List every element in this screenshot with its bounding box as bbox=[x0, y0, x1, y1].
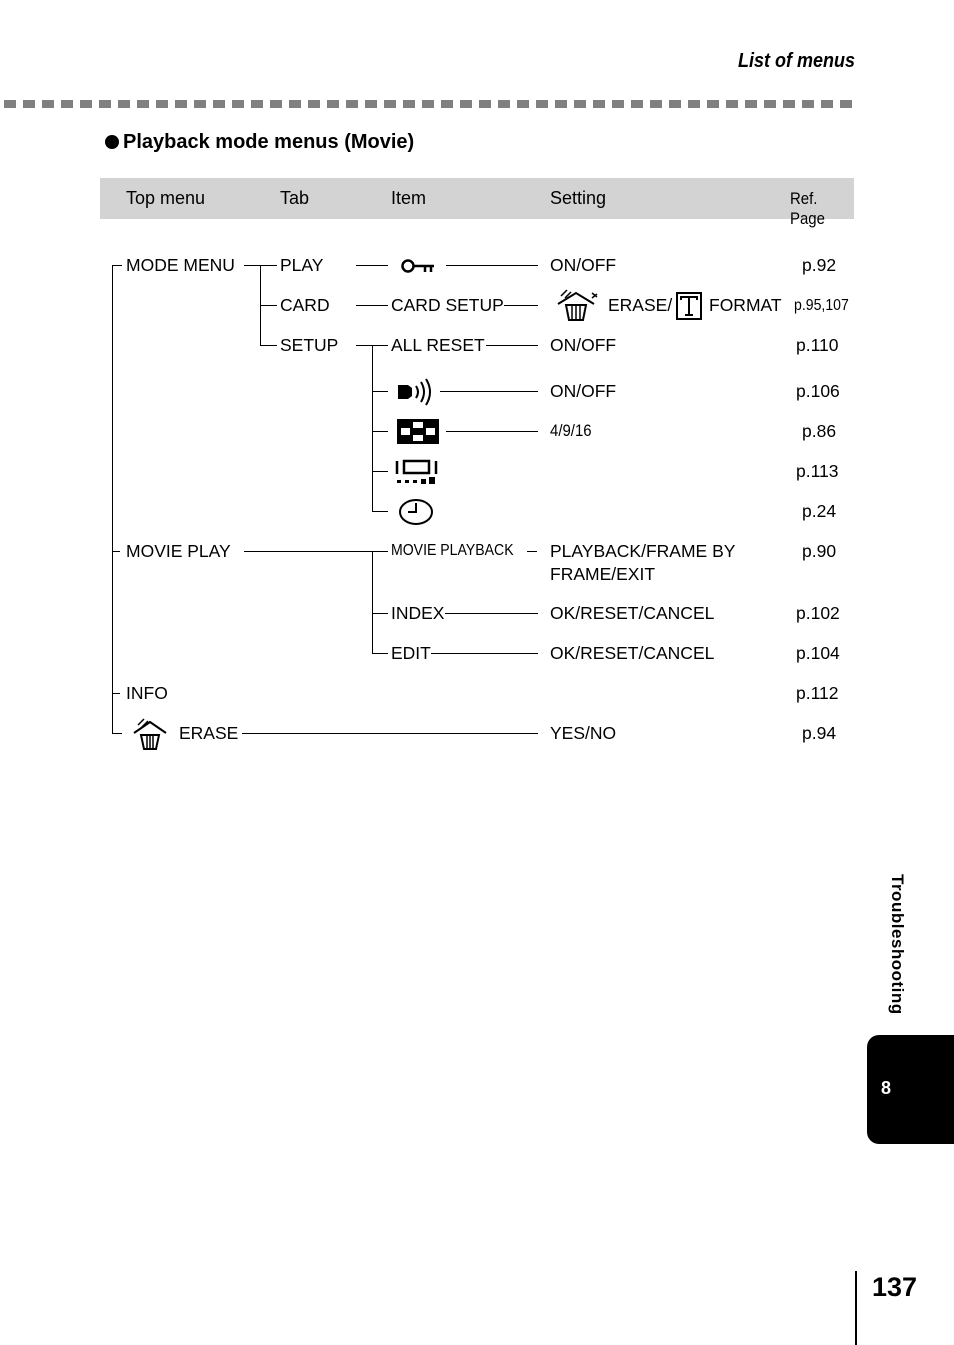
dash-segment bbox=[118, 100, 130, 108]
dash-segment bbox=[137, 100, 149, 108]
dash-segment bbox=[821, 100, 833, 108]
dash-segment bbox=[213, 100, 225, 108]
ref-card-setup: p.95,107 bbox=[794, 297, 849, 314]
item-index: INDEX bbox=[391, 603, 445, 623]
top-menu-erase: ERASE bbox=[179, 723, 239, 743]
item-card-setup: CARD SETUP bbox=[391, 295, 504, 315]
dash-segment bbox=[441, 100, 453, 108]
dash-segment bbox=[384, 100, 396, 108]
header-top-menu: Top menu bbox=[126, 188, 206, 208]
top-menu-info: INFO bbox=[126, 683, 168, 703]
dash-segment bbox=[688, 100, 700, 108]
header-ref-page: Ref. Page bbox=[790, 189, 825, 228]
dash-segment bbox=[840, 100, 852, 108]
item-edit: EDIT bbox=[391, 643, 431, 663]
dash-segment bbox=[802, 100, 814, 108]
dash-segment bbox=[23, 100, 35, 108]
setting-index-display: 4/9/16 bbox=[550, 421, 592, 440]
tab-card: CARD bbox=[280, 295, 330, 315]
setting-movie-playback-line2: FRAME/EXIT bbox=[550, 564, 656, 584]
tab-play: PLAY bbox=[280, 255, 324, 275]
dash-segment bbox=[650, 100, 662, 108]
setting-all-reset: ON/OFF bbox=[550, 335, 617, 355]
trash-erase-icon bbox=[132, 719, 168, 751]
dash-segment bbox=[745, 100, 757, 108]
ref-movie-playback: p.90 bbox=[802, 541, 837, 561]
dash-segment bbox=[612, 100, 624, 108]
section-title bbox=[105, 131, 414, 154]
dash-segment bbox=[194, 100, 206, 108]
dash-segment bbox=[156, 100, 168, 108]
dash-segment bbox=[555, 100, 567, 108]
dash-segment bbox=[308, 100, 320, 108]
dash-segment bbox=[4, 100, 16, 108]
dash-segment bbox=[783, 100, 795, 108]
dash-segment bbox=[403, 100, 415, 108]
dashed-divider bbox=[4, 100, 862, 108]
setting-card-erase: ERASE/ bbox=[608, 295, 673, 315]
ref-protect: p.92 bbox=[802, 255, 837, 275]
dash-segment bbox=[61, 100, 73, 108]
dash-segment bbox=[726, 100, 738, 108]
dash-segment bbox=[498, 100, 510, 108]
dash-segment bbox=[574, 100, 586, 108]
dash-segment bbox=[251, 100, 263, 108]
setting-play-protect: ON/OFF bbox=[550, 255, 617, 275]
monitor-brightness-icon bbox=[396, 459, 438, 485]
setting-beep: ON/OFF bbox=[550, 381, 617, 401]
ref-info: p.112 bbox=[796, 683, 839, 703]
dash-segment bbox=[80, 100, 92, 108]
card-erase-icon bbox=[556, 290, 600, 321]
tab-setup: SETUP bbox=[280, 335, 339, 355]
setting-movie-playback-line1: PLAYBACK/FRAME BY bbox=[550, 541, 736, 561]
dash-segment bbox=[365, 100, 377, 108]
item-all-reset: ALL RESET bbox=[391, 335, 485, 355]
setting-card-format: FORMAT bbox=[709, 295, 782, 315]
dash-segment bbox=[42, 100, 54, 108]
dash-segment bbox=[175, 100, 187, 108]
dash-segment bbox=[764, 100, 776, 108]
header-setting: Setting bbox=[550, 188, 607, 208]
setting-edit: OK/RESET/CANCEL bbox=[550, 643, 715, 663]
section-side-label: Troubleshooting bbox=[888, 874, 907, 1015]
clock-icon bbox=[398, 498, 434, 526]
card-format-icon bbox=[676, 292, 702, 320]
header-item: Item bbox=[391, 188, 427, 208]
setting-erase: YES/NO bbox=[550, 723, 617, 743]
dash-segment bbox=[232, 100, 244, 108]
ref-all-reset: p.110 bbox=[796, 335, 839, 355]
dash-segment bbox=[289, 100, 301, 108]
header-tab: Tab bbox=[280, 188, 310, 208]
beep-sound-icon bbox=[398, 378, 434, 406]
top-menu-movie-play: MOVIE PLAY bbox=[126, 541, 231, 561]
item-movie-playback: MOVIE PLAYBACK bbox=[391, 542, 514, 559]
top-menu-mode-menu: MODE MENU bbox=[126, 255, 235, 275]
dash-segment bbox=[346, 100, 358, 108]
ref-index: p.102 bbox=[796, 603, 840, 623]
page-number: 137 bbox=[872, 1272, 918, 1302]
dash-segment bbox=[517, 100, 529, 108]
ref-monitor-brightness: p.113 bbox=[796, 461, 839, 481]
dash-segment bbox=[631, 100, 643, 108]
dash-segment bbox=[327, 100, 339, 108]
dash-segment bbox=[479, 100, 491, 108]
dash-segment bbox=[707, 100, 719, 108]
protect-key-icon bbox=[401, 258, 435, 274]
ref-clock: p.24 bbox=[802, 501, 837, 521]
running-header-title: List of menus bbox=[738, 50, 856, 72]
dash-segment bbox=[593, 100, 605, 108]
dash-segment bbox=[460, 100, 472, 108]
page-number-divider bbox=[855, 1271, 857, 1345]
ref-edit: p.104 bbox=[796, 643, 840, 663]
ref-beep: p.106 bbox=[796, 381, 840, 401]
bullet-icon bbox=[105, 135, 119, 149]
dash-segment bbox=[270, 100, 282, 108]
ref-erase: p.94 bbox=[802, 723, 837, 743]
ref-index-display: p.86 bbox=[802, 421, 837, 441]
setting-index: OK/RESET/CANCEL bbox=[550, 603, 715, 623]
table-header bbox=[100, 178, 854, 228]
index-grid-icon bbox=[397, 419, 439, 444]
dash-segment bbox=[669, 100, 681, 108]
chapter-number: 8 bbox=[881, 1078, 892, 1098]
dash-segment bbox=[536, 100, 548, 108]
dash-segment bbox=[99, 100, 111, 108]
section-title-text: Playback mode menus (Movie) bbox=[123, 131, 415, 153]
dash-segment bbox=[422, 100, 434, 108]
